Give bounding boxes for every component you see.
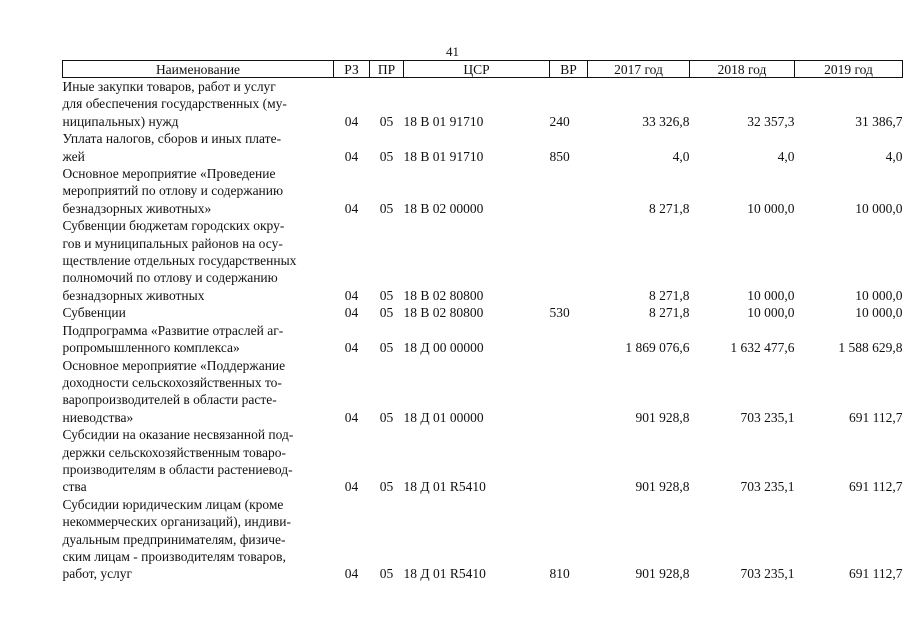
table-row <box>63 304 903 321</box>
row-csr: 18 В 02 00000 <box>403 200 484 216</box>
row-pr: 05 <box>379 148 394 164</box>
row-value-2018: 703 235,1 <box>740 566 795 582</box>
row-name <box>63 304 334 321</box>
table-row <box>63 496 903 583</box>
row-name-line: гов и муниципальных районов на осу- <box>62 235 283 251</box>
row-name-line: Иные закупки товаров, работ и услуг <box>62 79 276 94</box>
row-rz: 04 <box>344 287 359 303</box>
row-name <box>63 496 334 583</box>
row-name-line: Субвенции <box>62 305 126 321</box>
row-value-2017: 8 271,8 <box>649 287 690 303</box>
row-name-line: Основное мероприятие «Проведение <box>62 166 276 182</box>
row-name-line: ниципальных) нужд <box>62 113 179 129</box>
row-value-2019: 691 112,7 <box>849 409 903 425</box>
row-vr <box>550 426 588 496</box>
row-name-line: Подпрограмма «Развитие отраслей аг- <box>62 322 284 338</box>
page-number: 41 <box>446 44 459 59</box>
row-value-2017: 8 271,8 <box>649 305 690 321</box>
row-csr: 18 Д 00 00000 <box>403 340 484 356</box>
row-vr <box>550 165 588 217</box>
row-name-line: некоммерческих организаций), индиви- <box>62 514 291 530</box>
row-rz: 04 <box>344 200 359 216</box>
row-csr: 18 В 01 91710 <box>403 148 484 164</box>
row-csr: 18 В 02 80800 <box>403 305 484 321</box>
row-value-2019: 31 386,7 <box>855 113 903 129</box>
row-name-line: доходности сельскохозяйственных то- <box>62 374 282 390</box>
row-name-line: ществление отдельных государственных <box>62 253 297 269</box>
row-value-2017: 901 928,8 <box>635 566 690 582</box>
row-vr <box>550 217 588 304</box>
row-name-line: Субсидии на оказание несвязанной под- <box>62 427 294 443</box>
row-value-2018: 10 000,0 <box>747 200 795 216</box>
row-value-2018: 4,0 <box>777 148 795 164</box>
row-name <box>63 130 334 165</box>
row-name-line: держки сельскохозяйственным товаро- <box>62 444 286 460</box>
row-csr: 18 Д 01 R5410 <box>403 479 486 495</box>
table-row <box>63 217 903 304</box>
row-name-line: для обеспечения государственных (му- <box>62 96 287 112</box>
row-value-2017: 1 869 076,6 <box>625 340 690 356</box>
header-name: Наименование <box>63 61 334 78</box>
row-name-line: полномочий по отлову и содержанию <box>62 270 278 286</box>
row-rz: 04 <box>344 148 359 164</box>
row-rz: 04 <box>344 479 359 495</box>
row-name <box>63 322 334 357</box>
row-name-line: Субсидии юридическим лицам (кроме <box>62 496 284 512</box>
header-rz: РЗ <box>334 61 370 78</box>
row-vr: 810 <box>549 566 570 582</box>
row-name-line: Уплата налогов, сборов и иных плате- <box>62 131 282 147</box>
row-value-2019: 10 000,0 <box>855 305 903 321</box>
row-csr: 18 Д 01 00000 <box>403 409 484 425</box>
row-value-2017: 33 326,8 <box>642 113 690 129</box>
table-row <box>63 78 903 131</box>
row-value-2017: 901 928,8 <box>635 409 690 425</box>
row-name-line: ским лицам - производителям товаров, <box>62 548 286 564</box>
row-vr <box>550 322 588 357</box>
row-vr: 240 <box>549 113 570 129</box>
row-value-2019: 691 112,7 <box>849 566 903 582</box>
row-name-line: ства <box>62 479 87 495</box>
row-vr: 850 <box>549 148 570 164</box>
row-pr: 05 <box>379 287 394 303</box>
row-value-2017: 8 271,8 <box>649 200 690 216</box>
row-name-line: работ, услуг <box>62 566 133 582</box>
table-row <box>63 426 903 496</box>
row-rz: 04 <box>344 305 359 321</box>
row-value-2019: 1 588 629,8 <box>838 340 903 356</box>
row-pr: 05 <box>379 200 394 216</box>
row-value-2017: 4,0 <box>672 148 690 164</box>
table-row <box>63 322 903 357</box>
row-value-2018: 703 235,1 <box>740 479 795 495</box>
row-name-line: производителям в области растениевод- <box>62 461 293 477</box>
row-value-2018: 1 632 477,6 <box>730 340 795 356</box>
row-rz: 04 <box>344 113 359 129</box>
row-rz: 04 <box>344 340 359 356</box>
row-name <box>63 165 334 217</box>
table-row <box>63 357 903 427</box>
row-rz: 04 <box>344 566 359 582</box>
header-pr: ПР <box>370 61 404 78</box>
row-csr: 18 В 01 91710 <box>403 113 484 129</box>
row-name <box>63 78 334 131</box>
row-value-2018: 703 235,1 <box>740 409 795 425</box>
header-csr: ЦСР <box>404 61 550 78</box>
row-pr: 05 <box>379 479 394 495</box>
table-row <box>63 130 903 165</box>
row-value-2018: 10 000,0 <box>747 305 795 321</box>
row-vr <box>550 357 588 427</box>
table-header <box>63 61 903 78</box>
row-pr: 05 <box>379 305 394 321</box>
row-value-2018: 10 000,0 <box>747 287 795 303</box>
row-name-line: жей <box>62 148 85 164</box>
row-name <box>63 217 334 304</box>
row-csr: 18 Д 01 R5410 <box>403 566 486 582</box>
header-vr: ВР <box>550 61 588 78</box>
row-name-line: Основное мероприятие «Поддержание <box>62 357 286 373</box>
row-value-2019: 10 000,0 <box>855 287 903 303</box>
row-name-line: безнадзорных животных» <box>62 200 212 216</box>
row-name-line: мероприятий по отлову и содержанию <box>62 183 284 199</box>
row-name <box>63 357 334 427</box>
row-pr: 05 <box>379 566 394 582</box>
row-value-2018: 32 357,3 <box>747 113 795 129</box>
header-2018: 2018 год <box>690 61 795 78</box>
header-2017: 2017 год <box>588 61 690 78</box>
row-value-2019: 4,0 <box>885 148 903 164</box>
row-name-line: дуальным предпринимателям, физиче- <box>62 531 286 547</box>
header-2019: 2019 год <box>795 61 903 78</box>
row-value-2019: 10 000,0 <box>855 200 903 216</box>
row-vr: 530 <box>549 305 570 321</box>
row-name-line: Субвенции бюджетам городских окру- <box>62 218 285 234</box>
row-csr: 18 В 02 80800 <box>403 287 484 303</box>
row-name-line: варопроизводителей в области расте- <box>62 392 277 408</box>
row-name-line: ниеводства» <box>62 409 134 425</box>
table-row <box>63 165 903 217</box>
row-rz: 04 <box>344 409 359 425</box>
row-pr: 05 <box>379 340 394 356</box>
row-name-line: ропромышленного комплекса» <box>62 340 240 356</box>
row-pr: 05 <box>379 409 394 425</box>
row-name-line: безнадзорных животных <box>62 287 205 303</box>
table-body <box>63 78 903 583</box>
row-value-2017: 901 928,8 <box>635 479 690 495</box>
row-pr: 05 <box>379 113 394 129</box>
row-name <box>63 426 334 496</box>
row-value-2019: 691 112,7 <box>849 479 903 495</box>
budget-table <box>62 60 903 583</box>
